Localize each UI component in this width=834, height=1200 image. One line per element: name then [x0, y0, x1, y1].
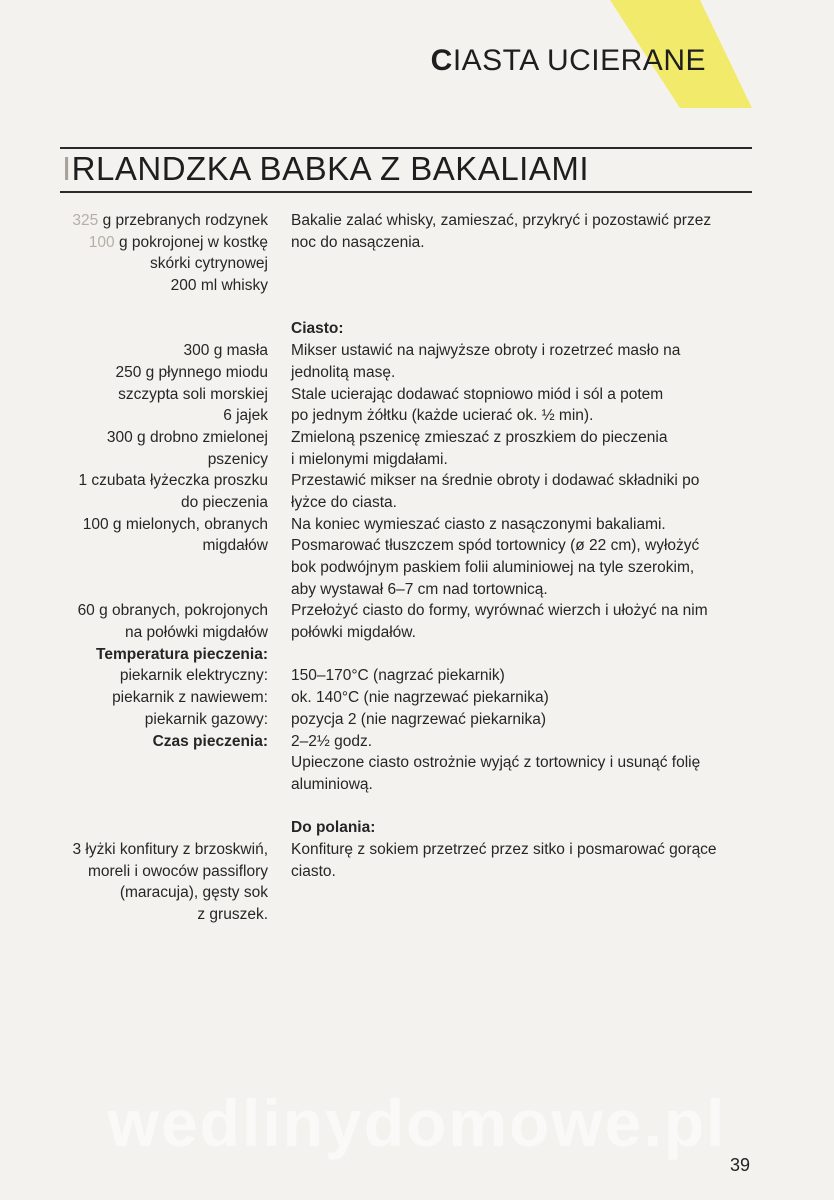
instruction-line: Bakalie zalać whisky, zamieszać, przykryć i pozostawić przez: [291, 212, 712, 229]
instruction-line: łyżce do ciasta.: [291, 493, 397, 511]
ingredient-line: Temperatura pieczenia:: [96, 645, 268, 663]
instruction-line: Posmarować tłuszczem spód tortownicy (ø 22 cm), wyłożyć: [291, 537, 700, 555]
instruction-line: ok. 140°C (nie nagrzewać piekarnika): [291, 689, 549, 707]
instruction-line: Na koniec wymieszać ciasto z nasączonymi bakaliami.: [291, 515, 666, 533]
ingredient-line: 1 czubata łyżeczka proszku: [78, 472, 268, 490]
instruction-line: Konfiturę z sokiem przetrzeć przez sitko i posmarować gorące: [291, 840, 717, 858]
ingredient-line: [40, 318, 268, 340]
instruction-line: Mikser ustawić na najwyższe obroty i rozetrzeć masło na: [291, 342, 681, 360]
instruction-line: pozycja 2 (nie nagrzewać piekarnika): [291, 710, 547, 728]
instruction-line: [291, 275, 771, 297]
title-rule-bottom: [60, 191, 752, 193]
instruction-line: noc do nasączenia.: [291, 233, 425, 251]
instruction-line: po jednym żółtku (każde ucierać ok. ½ min).: [291, 407, 594, 425]
instruction-line: i mielonymi migdałami.: [291, 450, 448, 468]
ingredient-line: [40, 579, 268, 601]
instruction-line: Do polania:: [291, 819, 376, 837]
ingredient-line: [40, 817, 268, 839]
instruction-line: Ciasto:: [291, 320, 344, 338]
ingredient-line: 100 g mielonych, obranych: [82, 515, 268, 533]
instruction-line: Przełożyć ciasto do formy, wyrównać wierzch i ułożyć na nim: [291, 602, 708, 620]
ingredient-line: 250 g płynnego miodu: [115, 363, 268, 381]
ingredient-line: 325 g przebranych rodzynek: [72, 212, 268, 229]
ingredient-line: 60 g obranych, pokrojonych: [77, 602, 268, 620]
ingredient-line: (maracuja), gęsty sok: [119, 884, 268, 902]
title-rule-top: [60, 147, 752, 149]
ingredient-line: z gruszek.: [197, 906, 268, 923]
ingredient-line: Czas pieczenia:: [152, 732, 268, 750]
ingredient-line: 100 g pokrojonej w kostkę: [88, 233, 268, 251]
ingredient-line: [40, 297, 268, 319]
page-number: 39: [729, 1155, 750, 1175]
ingredient-line: skórki cytrynowej: [150, 255, 268, 273]
ingredient-line: piekarnik elektryczny:: [119, 667, 268, 685]
ingredient-line: [40, 774, 268, 796]
ingredient-line: moreli i owoców passiflory: [87, 862, 268, 880]
ingredient-line: 300 g masła: [183, 342, 268, 360]
instruction-line: ciasto.: [291, 862, 336, 880]
ingredient-line: [40, 796, 268, 818]
ingredient-line: pszenicy: [207, 450, 268, 468]
recipe-title-initial: I: [62, 150, 72, 187]
ingredient-line: 200 ml whisky: [170, 277, 268, 295]
section-header-text: IASTA UCIERANE: [452, 44, 706, 77]
instruction-line: Zmieloną pszenicę zmieszać z proszkiem do pieczenia: [291, 428, 668, 446]
ingredient-line: 300 g drobno zmielonej: [106, 428, 268, 446]
ingredient-line: szczypta soli morskiej: [118, 385, 268, 403]
ingredient-line: piekarnik z nawiewem:: [112, 689, 268, 707]
instruction-line: Przestawić mikser na średnie obroty i dodawać składniki po: [291, 472, 700, 490]
ingredient-line: 3 łyżki konfitury z brzoskwiń,: [72, 840, 268, 858]
instruction-line: połówki migdałów.: [291, 624, 416, 642]
watermark: wedlinydomowe.pl: [107, 1086, 727, 1160]
instruction-line: [291, 796, 771, 818]
ingredient-line: [40, 557, 268, 579]
instruction-line: bok podwójnym paskiem folii aluminiowej na tyle szerokim,: [291, 559, 695, 576]
section-header-initial: C: [430, 44, 453, 77]
instruction-line: [291, 644, 771, 666]
instruction-line: Stale ucierając dodawać stopniowo miód i sól a potem: [291, 385, 664, 403]
ingredient-line: [40, 752, 268, 774]
instruction-line: [291, 253, 771, 275]
instruction-line: 2–2½ godz.: [291, 732, 373, 750]
instruction-line: aluminiową.: [291, 775, 373, 793]
ingredient-line: do pieczenia: [180, 493, 268, 511]
section-header: [431, 44, 706, 78]
instructions-column: [291, 210, 771, 882]
instruction-line: jednolitą masę.: [291, 363, 396, 381]
recipe-title: [62, 150, 589, 188]
ingredient-line: migdałów: [202, 537, 268, 555]
instruction-line: [291, 297, 771, 319]
instruction-line: Upieczone ciasto ostrożnie wyjąć z tortownicy i usunąć folię: [291, 754, 701, 772]
ingredient-line: 6 jajek: [223, 407, 268, 425]
instruction-line: aby wystawał 6–7 cm nad tortownicą.: [291, 580, 548, 598]
ingredients-column: [40, 210, 268, 926]
instruction-line: 150–170°C (nagrzać piekarnik): [291, 667, 505, 685]
ingredient-line: piekarnik gazowy:: [144, 710, 268, 728]
ingredient-line: na połówki migdałów: [124, 624, 268, 642]
recipe-title-text: RLANDZKA BABKA Z BAKALIAMI: [71, 150, 590, 187]
